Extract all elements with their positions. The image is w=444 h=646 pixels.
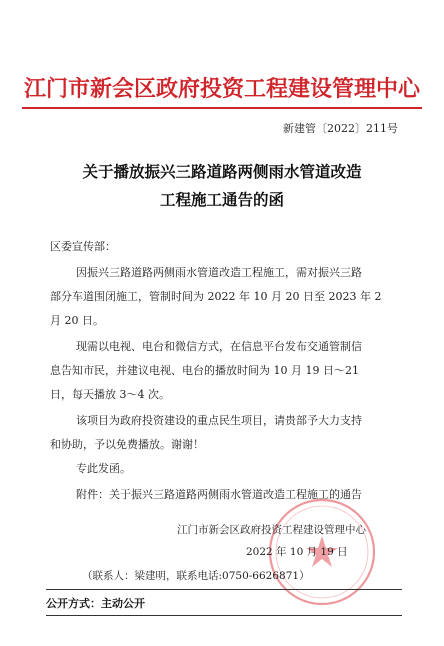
paragraph-1-line-2: 部分车道围闭施工，管制时间为 2022 年 10 月 20 日至 2023 年 2 — [50, 290, 382, 303]
org-header-title: 江门市新会区政府投资工程建设管理中心 — [23, 76, 420, 102]
paragraph-1-line-3: 月 20 日。 — [50, 314, 104, 327]
closing-line: 专此发函。 — [76, 462, 131, 475]
contact-info: （联系人：梁建明，联系电话:0750-6626871） — [82, 570, 310, 582]
disclosure-method: 公开方式：主动公开 — [46, 597, 145, 610]
document-title-line-1: 关于播放振兴三路道路两侧雨水管道改造 — [82, 162, 362, 181]
paragraph-3-line-2: 和协助，予以免费播放。谢谢！ — [50, 438, 204, 451]
document-title-line-2: 工程施工通告的函 — [159, 190, 284, 209]
signature-date: 2022 年 10 月 19 日 — [246, 546, 348, 558]
signature-organization: 江门市新会区政府投资工程建设管理中心 — [177, 524, 366, 536]
attachment-line: 附件：关于振兴三路道路两侧雨水管道改造工程施工的通告 — [76, 488, 362, 501]
footer-bottom-rule — [46, 615, 402, 616]
footer-top-rule — [46, 589, 402, 590]
document-number: 新建管〔2022〕211号 — [283, 122, 398, 135]
paragraph-3-line-1: 该项目为政府投资建设的重点民生项目，请贵部予大力支持 — [76, 414, 362, 427]
header-red-rule — [22, 107, 422, 109]
paragraph-2-line-2: 息告知市民，并建议电视、电台的播放时间为 10 月 19 日～21 — [50, 364, 359, 377]
paragraph-2-line-1: 现需以电视、电台和微信方式，在信息平台发布交通管制信 — [76, 340, 362, 353]
paragraph-2-line-3: 日，每天播放 3～4 次。 — [50, 388, 170, 401]
salutation: 区委宣传部： — [50, 240, 116, 253]
paragraph-1-line-1: 因振兴三路道路两侧雨水管道改造工程施工，需对振兴三路 — [76, 266, 362, 279]
